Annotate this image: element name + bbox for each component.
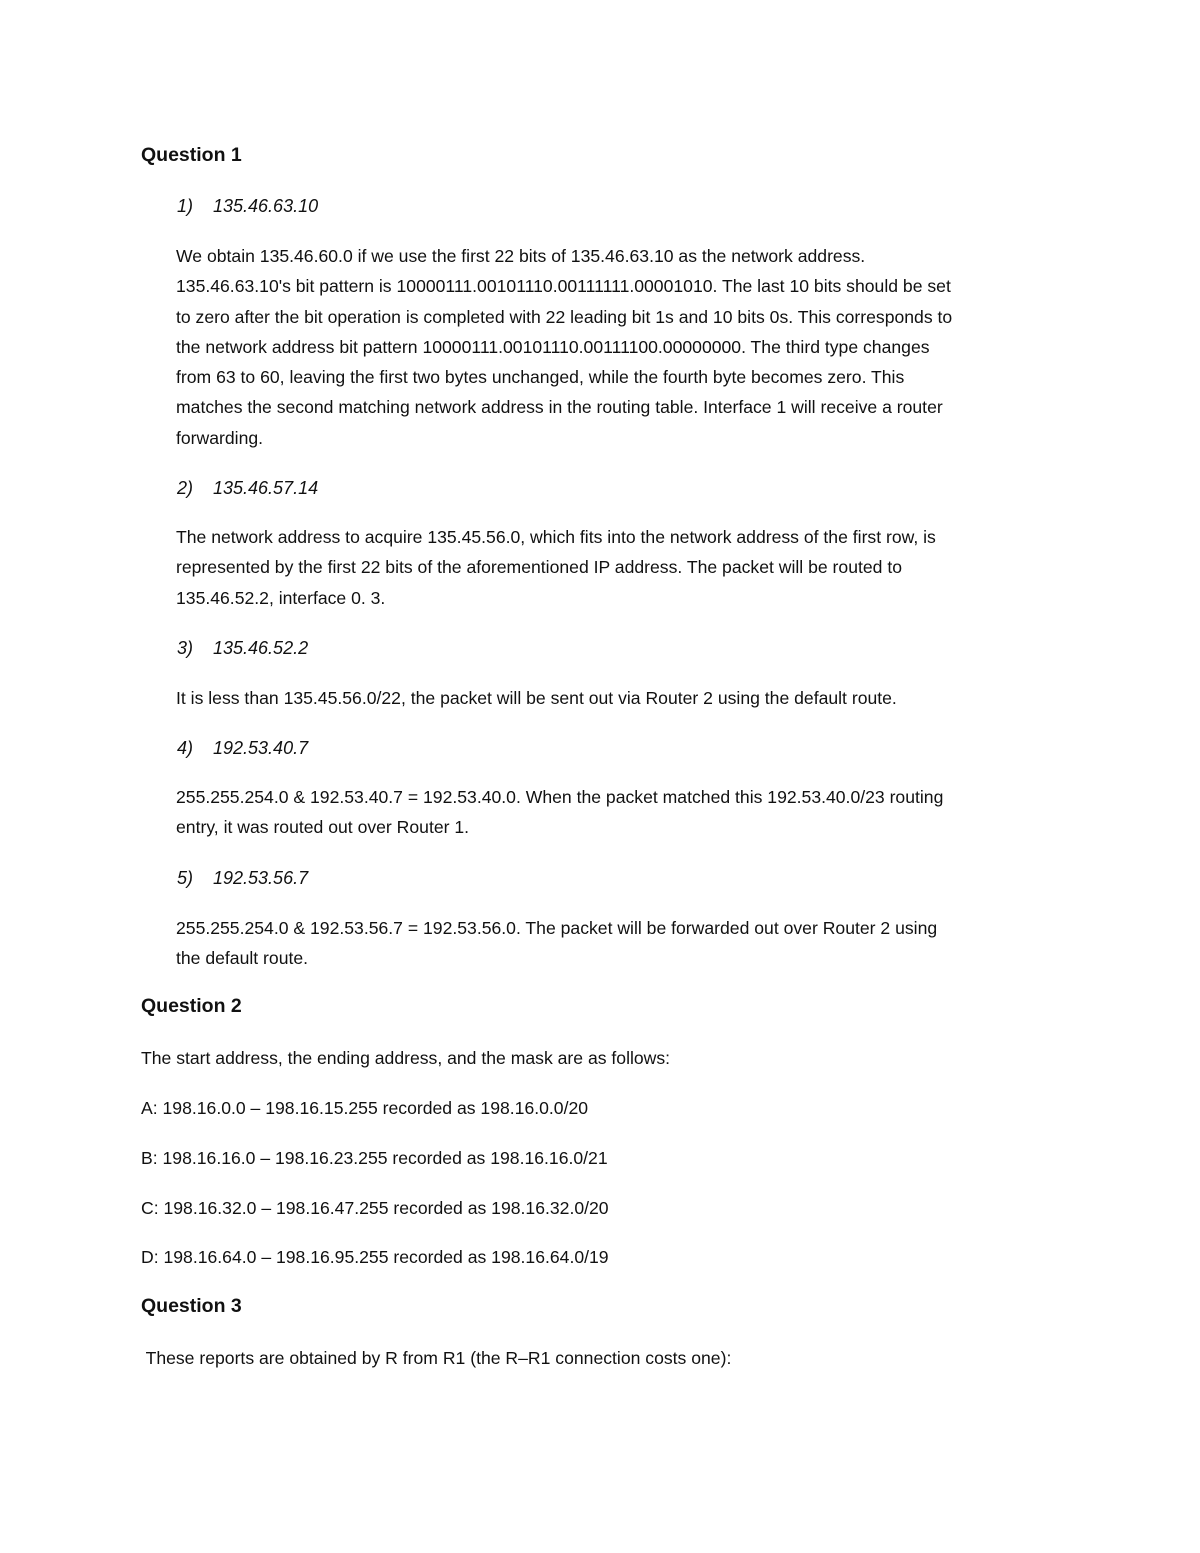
text-line: the network address bit pattern 10000111.00101110.00111100.00000000. The third type changes xyxy=(176,336,930,357)
question-1-answer-4 xyxy=(176,782,1066,843)
text-line: 135.46.63.10's bit pattern is 10000111.00101110.00111111.00001010. The last 10 bits should be set xyxy=(176,276,951,297)
question-1-item-2 xyxy=(177,476,318,500)
text-line: represented by the first 22 bits of the aforementioned IP address. The packet will be routed to xyxy=(176,557,903,578)
question-1-item-1 xyxy=(177,194,318,218)
item-ip: 135.46.52.2 xyxy=(213,638,309,658)
item-ip: 192.53.40.7 xyxy=(213,738,309,758)
question-1-answer-1 xyxy=(176,241,1066,453)
text-line: We obtain 135.46.60.0 if we use the first 22 bits of 135.46.63.10 as the network address. xyxy=(176,246,866,266)
text-line: The network address to acquire 135.45.56.0, which fits into the network address of the first row, is xyxy=(176,527,936,547)
item-ip: 135.46.57.14 xyxy=(213,478,319,498)
text-line: 255.255.254.0 & 192.53.40.7 = 192.53.40.0. When the packet matched this 192.53.40.0/23 routing xyxy=(176,787,944,807)
item-ip: 135.46.63.10 xyxy=(213,196,319,216)
text-line: the default route. xyxy=(176,948,309,969)
item-number: 1) xyxy=(177,196,194,216)
question-3-intro: These reports are obtained by R from R1 (the R–R1 connection costs one): xyxy=(141,1348,732,1368)
question-1-item-4 xyxy=(177,736,308,760)
text-line: It is less than 135.45.56.0/22, the packet will be sent out via Router 2 using the default route. xyxy=(176,688,897,708)
text-line: entry, it was routed out over Router 1. xyxy=(176,817,470,838)
item-number: 3) xyxy=(177,638,194,658)
question-2-row-d: D: 198.16.64.0 – 198.16.95.255 recorded as 198.16.64.0/19 xyxy=(141,1247,609,1267)
question-1-answer-5 xyxy=(176,913,1066,974)
text-line: forwarding. xyxy=(176,427,264,448)
item-number: 5) xyxy=(177,868,194,888)
question-2-row-a: A: 198.16.0.0 – 198.16.15.255 recorded as 198.16.0.0/20 xyxy=(141,1098,589,1118)
item-number: 4) xyxy=(177,738,194,758)
text-line: matches the second matching network address in the routing table. Interface 1 will receive a router xyxy=(176,397,943,418)
question-3-heading: Question 3 xyxy=(141,1295,242,1317)
text-line: from 63 to 60, leaving the first two bytes unchanged, while the fourth byte becomes zero. This xyxy=(176,367,905,388)
item-ip: 192.53.56.7 xyxy=(213,868,309,888)
question-2-intro: The start address, the ending address, and the mask are as follows: xyxy=(141,1048,671,1068)
question-1-answer-3 xyxy=(176,683,1066,713)
question-2-row-c: C: 198.16.32.0 – 198.16.47.255 recorded as 198.16.32.0/20 xyxy=(141,1198,609,1218)
question-2-heading: Question 2 xyxy=(141,995,242,1017)
item-number: 2) xyxy=(177,478,194,498)
question-1-answer-2 xyxy=(176,522,1066,613)
text-line: 255.255.254.0 & 192.53.56.7 = 192.53.56.0. The packet will be forwarded out over Router 2 using xyxy=(176,918,938,938)
question-1-item-3 xyxy=(177,636,308,660)
question-1-heading: Question 1 xyxy=(141,144,242,166)
text-line: 135.46.52.2, interface 0. 3. xyxy=(176,587,386,608)
text-line: to zero after the bit operation is completed with 22 leading bit 1s and 10 bits 0s. This corresponds to xyxy=(176,306,953,327)
question-1-item-5 xyxy=(177,866,308,890)
question-2-row-b: B: 198.16.16.0 – 198.16.23.255 recorded as 198.16.16.0/21 xyxy=(141,1148,608,1168)
